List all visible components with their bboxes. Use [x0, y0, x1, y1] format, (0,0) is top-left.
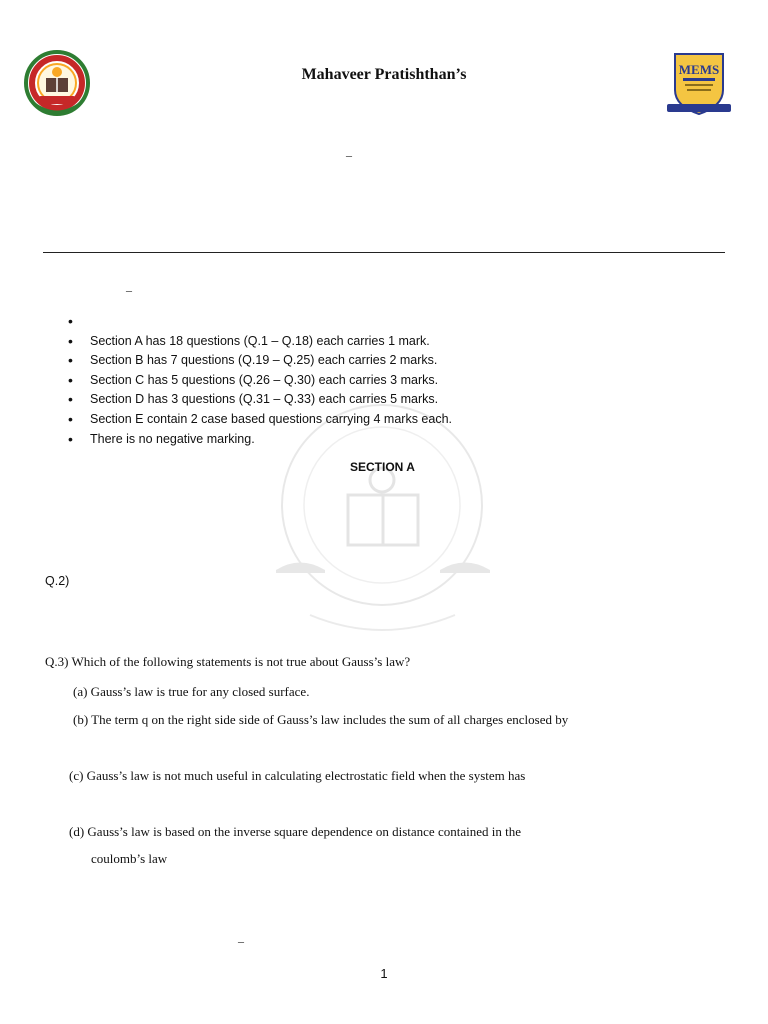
instruction-item: • Section B has 7 questions (Q.19 – Q.25) each carries 2 marks.	[68, 351, 452, 371]
page-number: 1	[380, 966, 388, 981]
separator-dash: –	[238, 934, 244, 948]
instruction-item: • Section E contain 2 case based questions carrying 4 marks each.	[68, 410, 452, 430]
option-a: (a) Gauss’s law is true for any closed surface.	[73, 684, 310, 699]
instruction-item: • There is no negative marking.	[68, 430, 452, 450]
separator-dash: –	[126, 283, 132, 297]
mems-school-crest-icon	[665, 50, 733, 118]
question-2-label: Q.2)	[45, 574, 70, 588]
option-b: (b) The term q on the right side side of Gauss’s law includes the sum of all charges enclosed by	[73, 712, 569, 727]
option-c: (c) Gauss’s law is not much useful in calculating electrostatic field when the system has	[69, 768, 526, 783]
option-d-continued: coulomb’s law	[91, 851, 168, 866]
option-d: (d) Gauss’s law is based on the inverse square dependence on distance contained in the	[69, 824, 521, 839]
crest-text: MEMS	[678, 62, 720, 77]
school-name: Mahaveer Pratishthan’s	[301, 66, 467, 83]
instructions-list	[68, 312, 452, 449]
instruction-item	[68, 312, 452, 332]
instruction-item: • Section D has 3 questions (Q.31 – Q.33) each carries 5 marks.	[68, 390, 452, 410]
instruction-item: • Section A has 18 questions (Q.1 – Q.18) each carries 1 mark.	[68, 332, 452, 352]
section-heading: SECTION A	[350, 460, 415, 474]
cbse-emblem-icon	[24, 50, 90, 120]
separator-dash: –	[346, 148, 352, 162]
instruction-item: • Section C has 5 questions (Q.26 – Q.30) each carries 3 marks.	[68, 371, 452, 391]
question-3-text: Q.3) Which of the following statements is not true about Gauss’s law?	[45, 654, 411, 669]
header-rule	[43, 252, 725, 253]
